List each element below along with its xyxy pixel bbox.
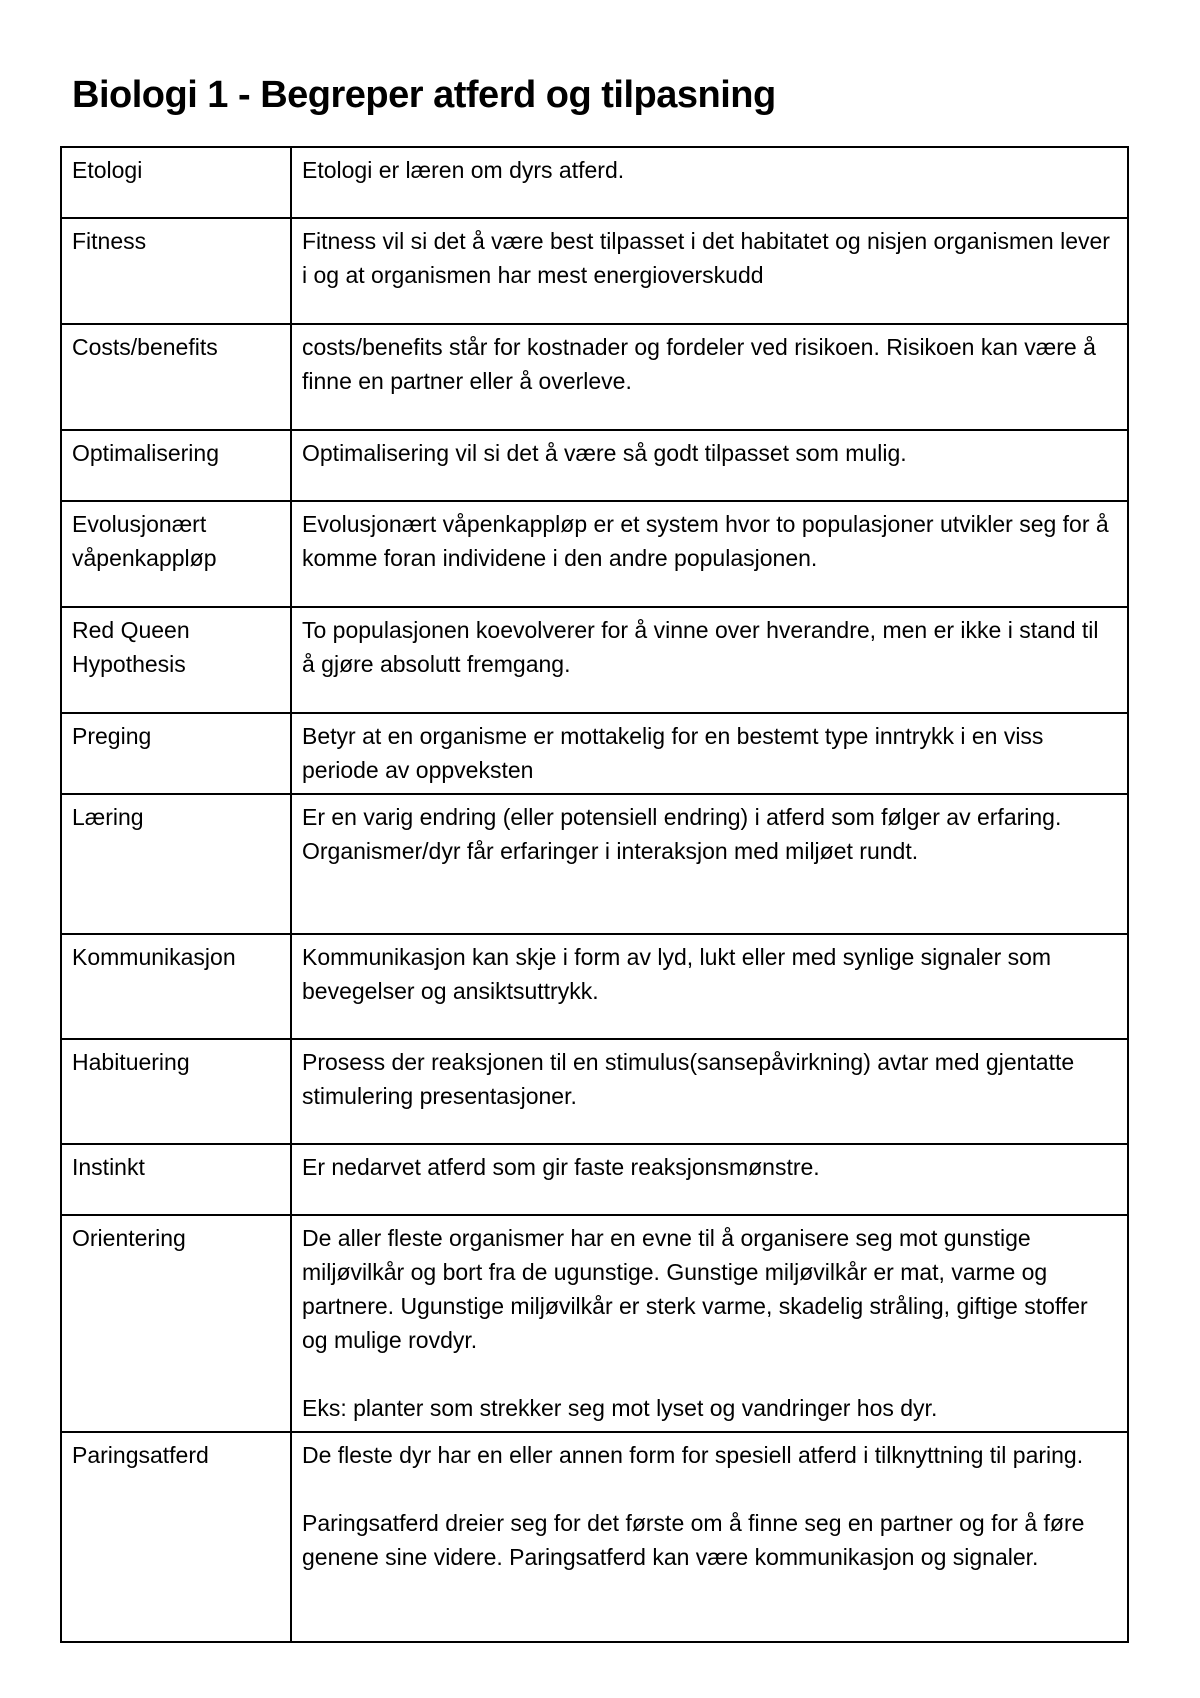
table-row bbox=[61, 1215, 1128, 1432]
definition-cell: Er nedarvet atferd som gir faste reaksjonsmønstre. bbox=[291, 1144, 1128, 1215]
table-row bbox=[61, 934, 1128, 1039]
table-row bbox=[61, 324, 1128, 430]
definition-cell: Etologi er læren om dyrs atferd. bbox=[291, 147, 1128, 218]
definition-cell: To populasjonen koevolverer for å vinne over hverandre, men er ikke i stand til å gjøre absolutt fremgang. bbox=[291, 607, 1128, 713]
table-row bbox=[61, 1039, 1128, 1144]
glossary-table bbox=[60, 146, 1129, 1643]
term-cell: Paringsatferd bbox=[61, 1432, 291, 1642]
table-row bbox=[61, 1432, 1128, 1642]
page-title: Biologi 1 - Begreper atferd og tilpasning bbox=[72, 74, 776, 116]
definition-cell: De fleste dyr har en eller annen form for spesiell atferd i tilknyttning til paring. Paringsatferd dreier seg for det første om å finne seg en partner og for å føre genene sine videre. Paringsatferd kan være kommunikasjon og signaler. bbox=[291, 1432, 1128, 1642]
term-cell: Habituering bbox=[61, 1039, 291, 1144]
table-row bbox=[61, 1144, 1128, 1215]
definition-cell: Kommunikasjon kan skje i form av lyd, lukt eller med synlige signaler som bevegelser og ansiktsuttrykk. bbox=[291, 934, 1128, 1039]
term-cell: Etologi bbox=[61, 147, 291, 218]
term-cell: Kommunikasjon bbox=[61, 934, 291, 1039]
definition-cell: Evolusjonært våpenkappløp er et system hvor to populasjoner utvikler seg for å komme foran individene i den andre populasjonen. bbox=[291, 501, 1128, 607]
table-row bbox=[61, 713, 1128, 794]
term-cell: Red Queen Hypothesis bbox=[61, 607, 291, 713]
definition-cell: De aller fleste organismer har en evne til å organisere seg mot gunstige miljøvilkår og bort fra de ugunstige. Gunstige miljøvilkår er mat, varme og partnere. Ugunstige miljøvilkår er sterk varme, skadelig stråling, giftige stoffer og mulige rovdyr. Eks: planter som strekker seg mot lyset og vandringer hos dyr. bbox=[291, 1215, 1128, 1432]
table-row bbox=[61, 147, 1128, 218]
table-row bbox=[61, 430, 1128, 501]
definition-cell: Prosess der reaksjonen til en stimulus(sansepåvirkning) avtar med gjentatte stimulering presentasjoner. bbox=[291, 1039, 1128, 1144]
term-cell: Læring bbox=[61, 794, 291, 934]
table-row bbox=[61, 607, 1128, 713]
definition-cell: Optimalisering vil si det å være så godt tilpasset som mulig. bbox=[291, 430, 1128, 501]
term-cell: Evolusjonært våpenkappløp bbox=[61, 501, 291, 607]
table-row bbox=[61, 218, 1128, 324]
term-cell: Costs/benefits bbox=[61, 324, 291, 430]
definition-cell: costs/benefits står for kostnader og fordeler ved risikoen. Risikoen kan være å finne en partner eller å overleve. bbox=[291, 324, 1128, 430]
definition-cell: Betyr at en organisme er mottakelig for en bestemt type inntrykk i en viss periode av oppveksten bbox=[291, 713, 1128, 794]
term-cell: Optimalisering bbox=[61, 430, 291, 501]
table-row bbox=[61, 501, 1128, 607]
term-cell: Instinkt bbox=[61, 1144, 291, 1215]
definition-cell: Er en varig endring (eller potensiell endring) i atferd som følger av erfaring. Organismer/dyr får erfaringer i interaksjon med miljøet rundt. bbox=[291, 794, 1128, 934]
term-cell: Orientering bbox=[61, 1215, 291, 1432]
term-cell: Preging bbox=[61, 713, 291, 794]
table-row bbox=[61, 794, 1128, 934]
term-cell: Fitness bbox=[61, 218, 291, 324]
definition-cell: Fitness vil si det å være best tilpasset i det habitatet og nisjen organismen lever i og at organismen har mest energioverskudd bbox=[291, 218, 1128, 324]
